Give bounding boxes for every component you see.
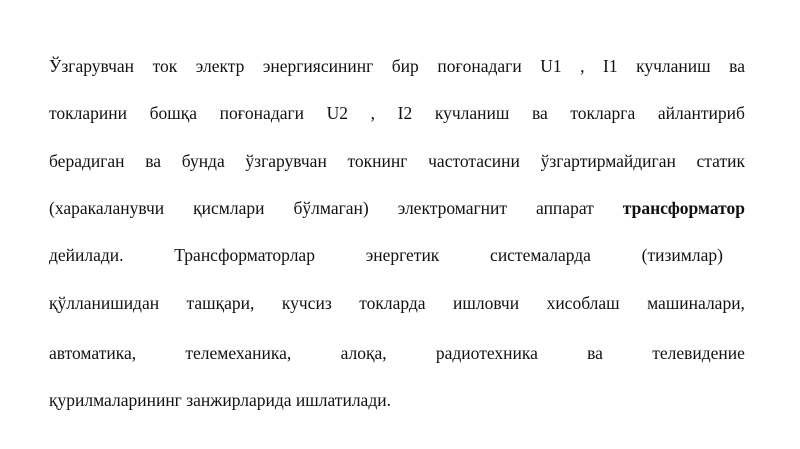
- word: ўзгартирмайдиган: [540, 151, 676, 171]
- word: токларга: [570, 103, 636, 123]
- word: берадиган: [49, 151, 125, 171]
- word: ва: [531, 103, 548, 123]
- paragraph-line-7: [49, 341, 745, 365]
- word: ташқари,: [186, 293, 255, 313]
- word: статик: [696, 151, 745, 171]
- word: электромагнит: [397, 198, 508, 218]
- word: ва: [729, 56, 745, 76]
- word: энергетик: [365, 245, 440, 265]
- paragraph-line-5: [49, 243, 745, 267]
- word: дейилади.: [49, 245, 124, 265]
- word: ва: [145, 151, 162, 171]
- word: алоқа,: [340, 343, 387, 363]
- word: U1: [540, 56, 562, 76]
- word: автоматика,: [49, 343, 137, 363]
- word: машиналари,: [647, 293, 745, 313]
- word: бўлмаган): [293, 198, 369, 218]
- paragraph-line-4: [49, 196, 745, 220]
- word: ,: [580, 56, 585, 76]
- word: қўлланишидан: [49, 293, 160, 313]
- word: кучланиш: [636, 56, 711, 76]
- word: токларини: [49, 103, 128, 123]
- paragraph-line-2: [49, 101, 745, 125]
- word: поғонадаги: [219, 103, 305, 123]
- word: телевидение: [652, 343, 745, 363]
- word: (тизимлар): [641, 245, 723, 265]
- word: Ўзгарувчан: [49, 56, 135, 76]
- paragraph-line-1: [49, 54, 745, 78]
- word: ва: [587, 343, 603, 363]
- word: U2: [326, 103, 349, 123]
- word: I2: [397, 103, 413, 123]
- word: радиотехника: [435, 343, 538, 363]
- word: айлантириб: [657, 103, 745, 123]
- paragraph-line-6: [49, 291, 745, 315]
- word: ток: [152, 56, 178, 76]
- word: Трансформаторлар: [174, 245, 315, 265]
- word: аппарат: [536, 198, 594, 218]
- word: ,: [370, 103, 376, 123]
- word: кучсиз: [281, 293, 332, 313]
- bold-term-transformer: трансформатор: [622, 198, 745, 218]
- word: қисмлари: [193, 198, 265, 218]
- word: хисоблаш: [546, 293, 620, 313]
- word: токнинг: [347, 151, 408, 171]
- word: токларда: [359, 293, 426, 313]
- word: электр: [195, 56, 245, 76]
- word: поғонадаги: [437, 56, 522, 76]
- paragraph-last-line: қурилмаларининг занжирларида ишлатилади.: [49, 390, 391, 410]
- word: кучланиш: [434, 103, 510, 123]
- word: бошқа: [149, 103, 198, 123]
- paragraph-line-8: [49, 388, 745, 412]
- word: бир: [391, 56, 419, 76]
- word: частотасини: [428, 151, 520, 171]
- word: ишловчи: [453, 293, 520, 313]
- word: I1: [603, 56, 618, 76]
- word: (харакаланувчи: [49, 198, 165, 218]
- word: ўзгарувчан: [245, 151, 327, 171]
- word: бунда: [181, 151, 225, 171]
- word: телемеханика,: [185, 343, 292, 363]
- word: системаларда: [490, 245, 591, 265]
- paragraph-line-3: [49, 149, 745, 173]
- word: энергиясининг: [262, 56, 374, 76]
